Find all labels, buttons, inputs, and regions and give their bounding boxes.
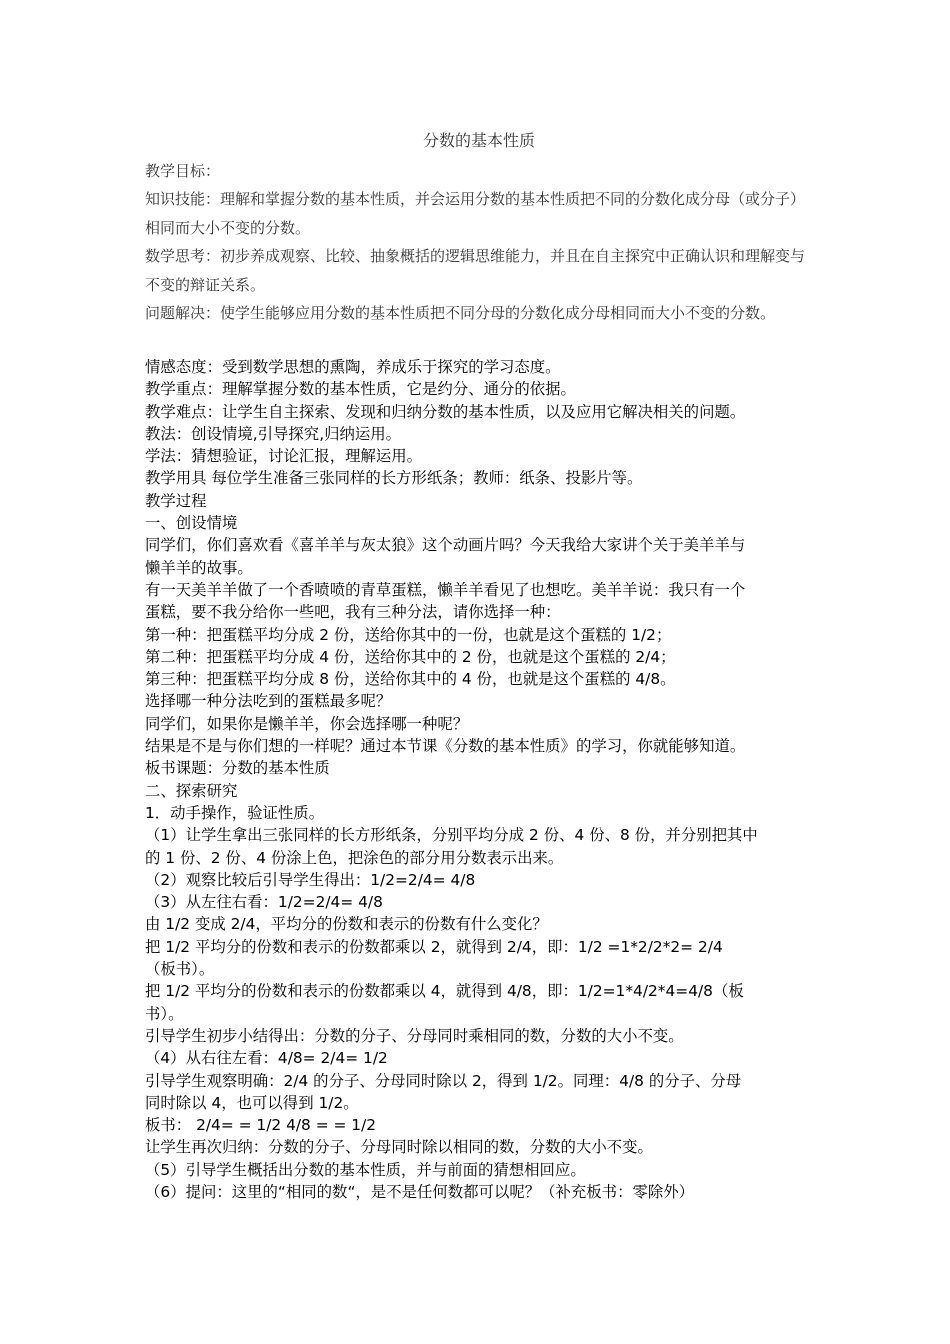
lesson-body: [145, 356, 810, 1203]
math-thinking: [145, 242, 805, 300]
problem-solving-text: 问题解决：使学生能够应用分数的基本性质把不同分母的分数化成分母相同而大小不变的分数。: [145, 304, 776, 322]
problem-solving: [145, 299, 805, 328]
text-line: 教法：创设情境,引导探究,归纳运用。: [145, 424, 402, 443]
text-line: （4）从右往左看：4/8= 2/4= 1/2: [145, 1049, 388, 1068]
text-line: 第三种：把蛋糕平均分成 8 份，送给你其中的 4 份，也就是这个蛋糕的 4/8。: [145, 670, 676, 689]
objectives-heading-text: 教学目标：: [145, 162, 221, 180]
text-line: 引导学生观察明确：2/4 的分子、分母同时除以 2，得到 1/2。同理：4/8 的分子、分母: [145, 1071, 742, 1090]
text-line: 把 1/2 平均分的份数和表示的份数都乘以 2，就得到 2/4，即：1/2 =1*2/2*2= 2/4: [145, 937, 723, 956]
text-line: 情感态度：受到数学思想的熏陶，养成乐于探究的学习态度。: [145, 358, 561, 376]
text-line: 把 1/2 平均分的份数和表示的份数都乘以 4，就得到 4/8，即：1/2=1*4/2*4=4/8（板: [145, 982, 744, 1001]
math-thinking-text: 数学思考：初步养成观察、比较、抽象概括的逻辑思维能力，并且在自主探究中正确认识和理解变与不变的辩证关系。: [145, 247, 806, 294]
text-line: 学法：猜想验证，讨论汇报，理解运用。: [145, 447, 423, 466]
text-line: 教学难点：让学生自主探索、发现和归纳分数的基本性质，以及应用它解决相关的问题。: [145, 402, 746, 421]
text-line: 教学用具 每位学生准备三张同样的长方形纸条；教师：纸条、投影片等。: [145, 469, 643, 488]
text-line: （板书）。: [145, 960, 215, 979]
text-line: 书）。: [145, 1004, 184, 1023]
text-line: 同学们，你们喜欢看《喜羊羊与灰太狼》这个动画片吗？今天我给大家讲个关于美羊羊与: [145, 536, 746, 555]
blackboard-line: 板书： 2/4= = 1/2 4/8 = = 1/2: [145, 1116, 377, 1135]
text-line: （6）提问：这里的“相同的数“，是不是任何数都可以呢？（补充板书：零除外）: [145, 1182, 695, 1201]
text-line: 1．动手操作，验证性质。: [145, 803, 325, 822]
text-line: 让学生再次归纳：分数的分子、分母同时除以相同的数，分数的大小不变。: [145, 1138, 653, 1157]
text-line: 懒羊羊的故事。: [145, 558, 253, 577]
text-line: 第二种：把蛋糕平均分成 4 份，送给你其中的 2 份，也就是这个蛋糕的 2/4；: [145, 647, 676, 666]
text-line: 第一种：把蛋糕平均分成 2 份，送给你其中的一份，也就是这个蛋糕的 1/2；: [145, 625, 672, 644]
knowledge-skills: [145, 185, 805, 243]
section-heading: 二、探索研究: [145, 781, 238, 800]
text-line: 同学们，如果你是懒羊羊，你会选择哪一种呢？: [145, 714, 469, 733]
text-line: 板书课题：分数的基本性质: [145, 759, 330, 778]
text-line: 教学重点：理解掌握分数的基本性质，它是约分、通分的依据。: [145, 380, 576, 399]
text-line: 同时除以 4，也可以得到 1/2。: [145, 1093, 359, 1112]
text-line: 的 1 份、2 份、4 份涂上色，把涂色的部分用分数表示出来。: [145, 848, 564, 867]
text-line: 选择哪一种分法吃到的蛋糕最多呢？: [145, 692, 392, 711]
section-heading: 一、创设情境: [145, 514, 238, 533]
text-line: 由 1/2 变成 2/4，平均分的份数和表示的份数有什么变化？: [145, 915, 548, 934]
knowledge-skills-text: 知识技能：理解和掌握分数的基本性质，并会运用分数的基本性质把不同的分数化成分母（或分子）相同而大小不变的分数。: [145, 190, 806, 237]
section-heading: 教学过程: [145, 491, 207, 510]
text-line: 有一天美羊羊做了一个香喷喷的青草蛋糕，懒羊羊看见了也想吃。美羊羊说：我只有一个: [145, 580, 746, 599]
text-line: （3）从左往右看：1/2=2/4= 4/8: [145, 893, 383, 912]
document-title: 分数的基本性质: [422, 131, 535, 150]
text-line: （5）引导学生概括出分数的基本性质，并与前面的猜想相回应。: [145, 1160, 586, 1179]
objectives-heading: [145, 157, 805, 186]
text-line: 结果是不是与你们想的一样呢？通过本节课《分数的基本性质》的学习，你就能够知道。: [145, 737, 746, 756]
text-line: 蛋糕，要不我分给你一些吧，我有三种分法，请你选择一种：: [145, 603, 561, 622]
text-line: （1）让学生拿出三张同样的长方形纸条，分别平均分成 2 份、4 份、8 份，并分别把其中: [145, 826, 758, 845]
text-line: （2）观察比较后引导学生得出：1/2=2/4= 4/8: [145, 870, 476, 889]
text-line: 引导学生初步小结得出：分数的分子、分母同时乘相同的数，分数的大小不变。: [145, 1026, 684, 1045]
